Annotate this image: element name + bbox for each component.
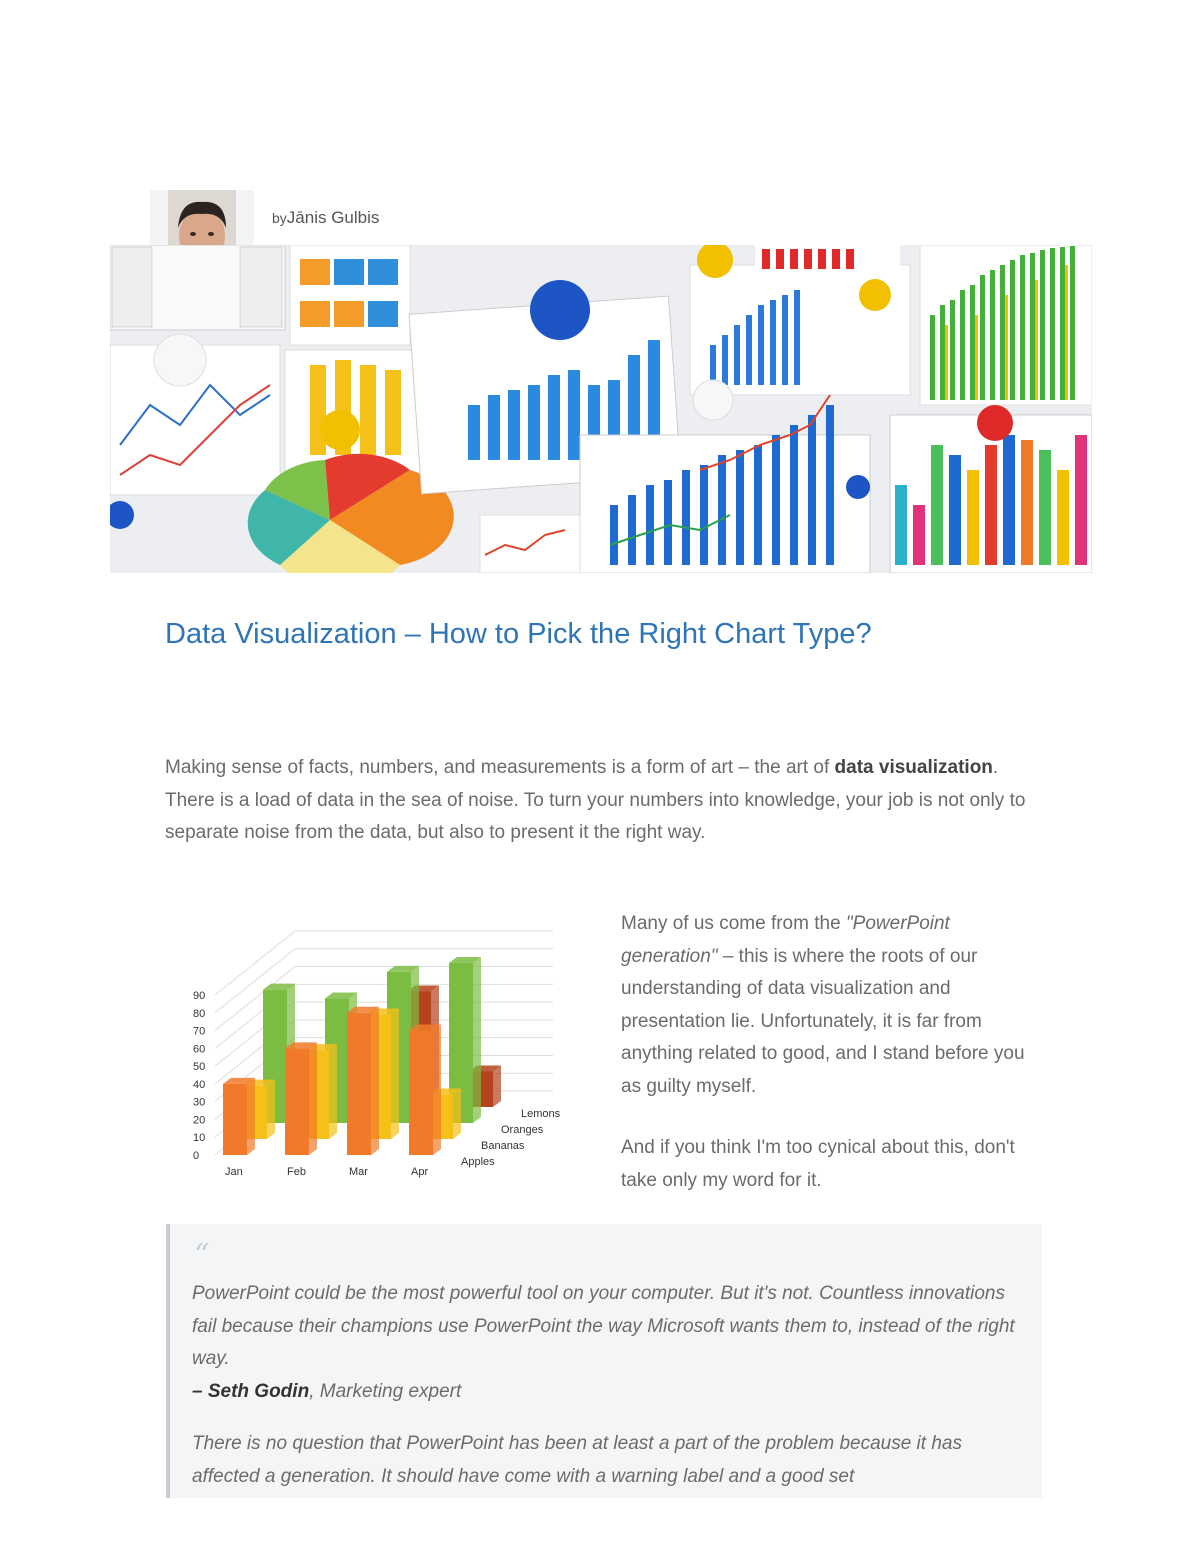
quote-text: PowerPoint could be the most powerful tool on your computer. But it's not. Countless innovations fail because their champions use PowerPoint the way Microsoft wants them to, instead of the right way. bbox=[192, 1283, 1015, 1370]
series-label: Lemons bbox=[521, 1108, 561, 1120]
author-link[interactable]: Jānis Gulbis bbox=[286, 208, 380, 227]
bar-side bbox=[371, 1007, 379, 1155]
byline-prefix: by bbox=[272, 210, 287, 226]
intro-bold: data visualization bbox=[834, 757, 993, 778]
bar bbox=[285, 1048, 309, 1155]
bar-side bbox=[493, 1065, 501, 1107]
side-text-2: – this is where the roots of our understanding of data visualization and presentation lie. Unfortunately, it is far from anything related to good, and I stand before you as guilty myself. bbox=[621, 945, 1025, 1097]
intro-text-2: . There is a load of data in the sea of noise. To turn your numbers into knowledge, your job is not only to separate noise from the data, but also to present it the right way. bbox=[165, 757, 1026, 844]
y-tick-label: 0 bbox=[193, 1150, 200, 1162]
quote-author-role: , Marketing expert bbox=[309, 1381, 462, 1402]
series-label: Apples bbox=[461, 1156, 495, 1168]
bar-side bbox=[433, 1025, 441, 1155]
hero-image bbox=[110, 245, 1092, 573]
intro-text-1: Making sense of facts, numbers, and measurements is a form of art – the art of bbox=[165, 757, 835, 778]
bar-chart bbox=[170, 925, 590, 1195]
bar-side bbox=[267, 1080, 275, 1139]
series-label: Oranges bbox=[501, 1124, 544, 1136]
side-paragraph bbox=[621, 908, 1046, 1104]
side-paragraph-2: And if you think I'm too cynical about this, don't take only my word for it. bbox=[621, 1137, 1015, 1191]
side-italic: "PowerPoint generation" bbox=[621, 913, 950, 967]
y-tick-label: 60 bbox=[193, 1043, 206, 1056]
y-tick-label: 90 bbox=[193, 990, 206, 1002]
blockquote bbox=[166, 1224, 1042, 1498]
y-tick-label: 50 bbox=[193, 1061, 206, 1074]
x-tick-label: Apr bbox=[411, 1166, 429, 1178]
y-tick-label: 20 bbox=[193, 1114, 206, 1127]
quote-mark-icon: “ bbox=[194, 1238, 210, 1273]
bar bbox=[409, 1031, 433, 1155]
series-label: Bananas bbox=[481, 1140, 525, 1152]
bar-side bbox=[329, 1044, 337, 1139]
y-tick-label: 70 bbox=[193, 1025, 206, 1038]
bar-side bbox=[309, 1042, 317, 1155]
y-tick-label: 10 bbox=[193, 1132, 206, 1145]
quote-text-2: There is no question that PowerPoint has been at least a part of the problem because it has affected a generation. It should have come with a warning label and a good set bbox=[192, 1433, 962, 1487]
quote-author: – Seth Godin bbox=[192, 1381, 310, 1402]
page-title: Data Visualization – How to Pick the Right Chart Type? bbox=[165, 618, 872, 650]
bar-side bbox=[473, 957, 481, 1123]
y-tick-label: 30 bbox=[193, 1096, 206, 1109]
bar-side bbox=[453, 1089, 461, 1139]
y-tick-label: 80 bbox=[193, 1007, 206, 1020]
byline bbox=[272, 208, 379, 228]
x-tick-label: Mar bbox=[349, 1166, 368, 1178]
bar-side bbox=[391, 1009, 399, 1139]
bar bbox=[347, 1013, 371, 1155]
x-tick-label: Jan bbox=[225, 1166, 243, 1178]
y-tick-label: 40 bbox=[193, 1078, 206, 1091]
intro-paragraph bbox=[165, 752, 1035, 850]
quote-attribution bbox=[192, 1376, 461, 1408]
side-text-1: Many of us come from the bbox=[621, 913, 846, 934]
bar-side bbox=[247, 1078, 255, 1155]
bar bbox=[223, 1084, 247, 1155]
x-tick-label: Feb bbox=[287, 1166, 306, 1178]
bar-chart-svg bbox=[170, 925, 590, 1195]
